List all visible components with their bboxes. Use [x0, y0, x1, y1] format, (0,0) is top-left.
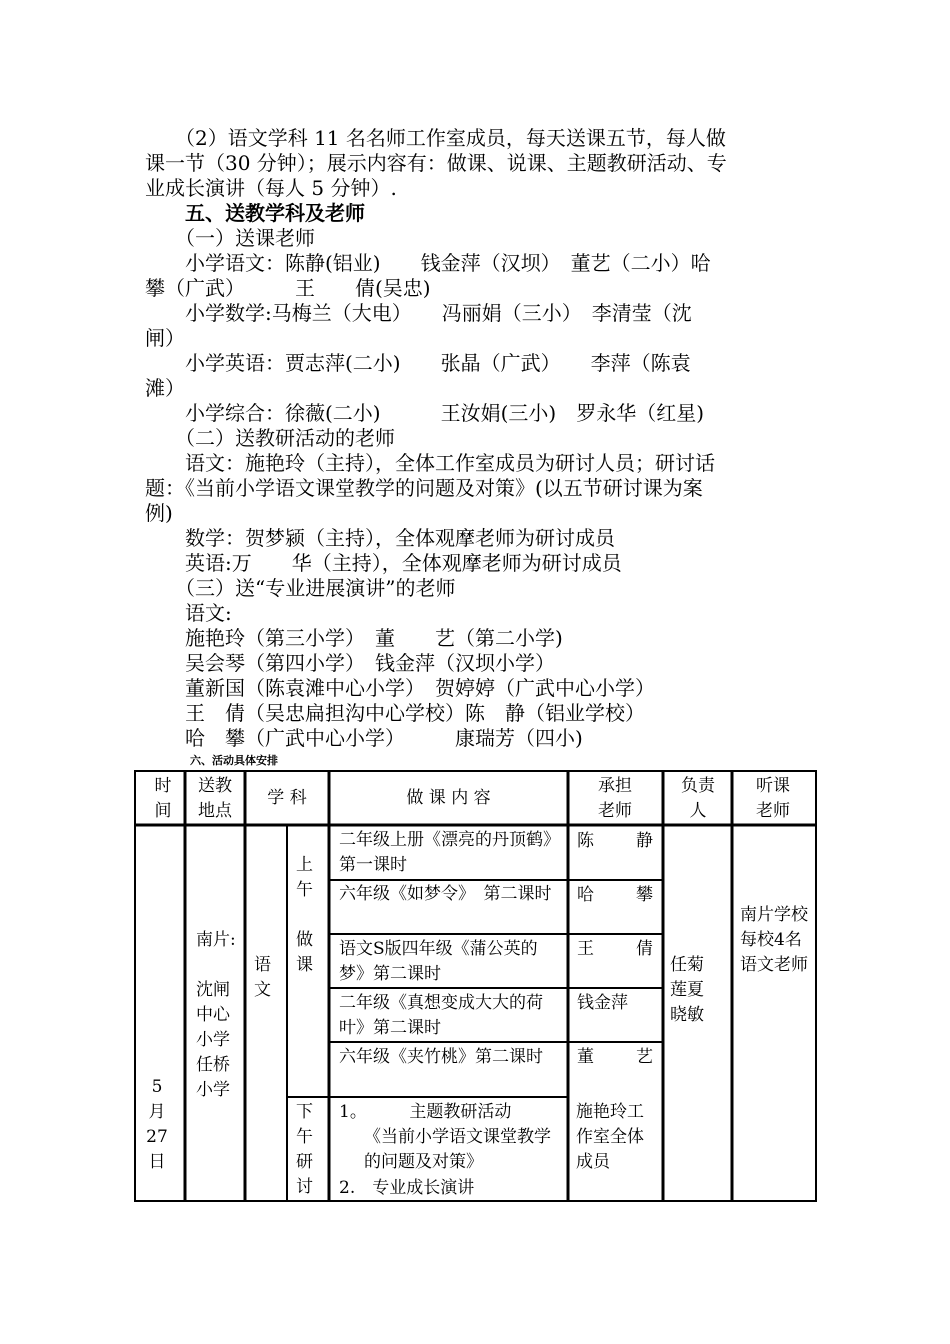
header-teacher: 承担老师 — [598, 776, 632, 821]
paragraph-line: 语文：施艳玲（主持），全体工作室成员为研讨人员；研讨话 — [145, 451, 715, 475]
afternoon-item-1: 1。 主题教研活动 — [339, 1102, 512, 1122]
section-heading: 五、送教学科及老师 — [145, 201, 365, 225]
paragraph-line: 小学英语：贾志萍(二小) 张晶（广武） 李萍（陈袁 — [145, 351, 691, 375]
afternoon-item-2: 2. 专业成长演讲 — [339, 1178, 475, 1198]
lesson-teacher: 陈 静 — [577, 831, 653, 851]
lesson-content: 六年级《夹竹桃》第二课时 — [339, 1047, 543, 1067]
paragraph-line: 小学数学:马梅兰（大电） 冯丽娟（三小） 李清莹（沈 — [145, 301, 692, 325]
paragraph-line: 课一节（30 分钟）；展示内容有：做课、说课、主题教研活动、专 — [145, 151, 727, 175]
paragraph-line: 王 倩（吴忠扁担沟中心学校）陈 静（铝业学校） — [145, 701, 645, 725]
subsection-heading: （三）送“专业进展演讲”的老师 — [145, 576, 456, 600]
afternoon-item-1-detail: 《当前小学语文课堂教学的问题及对策》 — [364, 1127, 551, 1172]
audience-cell: 南片学校每校4名语文老师 — [740, 905, 808, 975]
paragraph-line: 小学语文：陈静(铝业) 钱金萍（汉坝） 董艺（二小）哈 — [145, 251, 711, 275]
place-cell: 南片: 沈闸中心小学任桥小学 — [196, 930, 236, 1100]
paragraph-line: 董新国（陈袁滩中心小学） 贺婷婷（广武中心小学） — [145, 676, 655, 700]
person-in-charge-cell: 任菊莲夏晓敏 — [670, 955, 704, 1025]
subsection-heading: （一）送课老师 — [145, 226, 315, 250]
paragraph-line: 题：《当前小学语文课堂教学的问题及对策》(以五节研讨课为案 — [145, 476, 703, 500]
paragraph-line: 业成长演讲（每人 5 分钟）. — [145, 176, 397, 200]
header-content: 做 课 内 容 — [406, 788, 491, 808]
lesson-content: 二年级《真想变成大大的荷叶》第二课时 — [339, 993, 543, 1038]
header-person-in-charge: 负责人 — [681, 776, 715, 821]
morning-label: 上午 做课 — [296, 855, 313, 975]
header-audience: 听课老师 — [756, 776, 790, 821]
paragraph-line: 吴会琴（第四小学） 钱金萍（汉坝小学） — [145, 651, 555, 675]
afternoon-teacher: 施艳玲工作室全体成员 — [576, 1102, 644, 1172]
lesson-content: 二年级上册《漂亮的丹顶鹤》第一课时 — [339, 830, 552, 875]
header-time: 时间 — [154, 776, 172, 821]
paragraph-line: （2）语文学科 11 名名师工作室成员，每天送课五节，每人做 — [145, 126, 726, 150]
paragraph-line: 语文: — [145, 601, 232, 625]
afternoon-label: 下午研讨 — [296, 1102, 313, 1197]
paragraph-line: 数学：贺梦颍（主持），全体观摩老师为研讨成员 — [145, 526, 615, 550]
paragraph-line: 哈 攀（广武中心小学） 康瑞芳（四小) — [145, 726, 583, 750]
table-title: 六、活动具体安排 — [190, 754, 278, 767]
lesson-teacher: 王 倩 — [577, 939, 653, 959]
lesson-content: 六年级《如梦令》 第二课时 — [339, 884, 552, 904]
header-subject: 学 科 — [267, 788, 307, 808]
paragraph-line: 施艳玲（第三小学） 董 艺（第二小学) — [145, 626, 563, 650]
subsection-heading: （二）送教研活动的老师 — [145, 426, 395, 450]
lesson-content: 语文S版四年级《蒲公英的梦》第二课时 — [339, 939, 538, 984]
header-place: 送教地点 — [198, 776, 232, 821]
paragraph-line: 例) — [145, 501, 173, 525]
paragraph-line: 滩） — [145, 376, 185, 400]
lesson-teacher: 钱金萍 — [577, 993, 628, 1013]
paragraph-line: 闸） — [145, 326, 185, 350]
subject-cell: 语文 — [254, 955, 271, 1000]
paragraph-line: 攀（广武） 王 倩(吴忠) — [145, 276, 431, 300]
date-cell: 5月27日 — [146, 1077, 168, 1172]
lesson-teacher: 董 艺 — [577, 1047, 653, 1067]
lesson-teacher: 哈 攀 — [577, 885, 653, 905]
paragraph-line: 小学综合：徐薇(二小) 王汝娟(三小) 罗永华（红星) — [145, 401, 705, 425]
paragraph-line: 英语:万 华（主持），全体观摩老师为研讨成员 — [145, 551, 622, 575]
